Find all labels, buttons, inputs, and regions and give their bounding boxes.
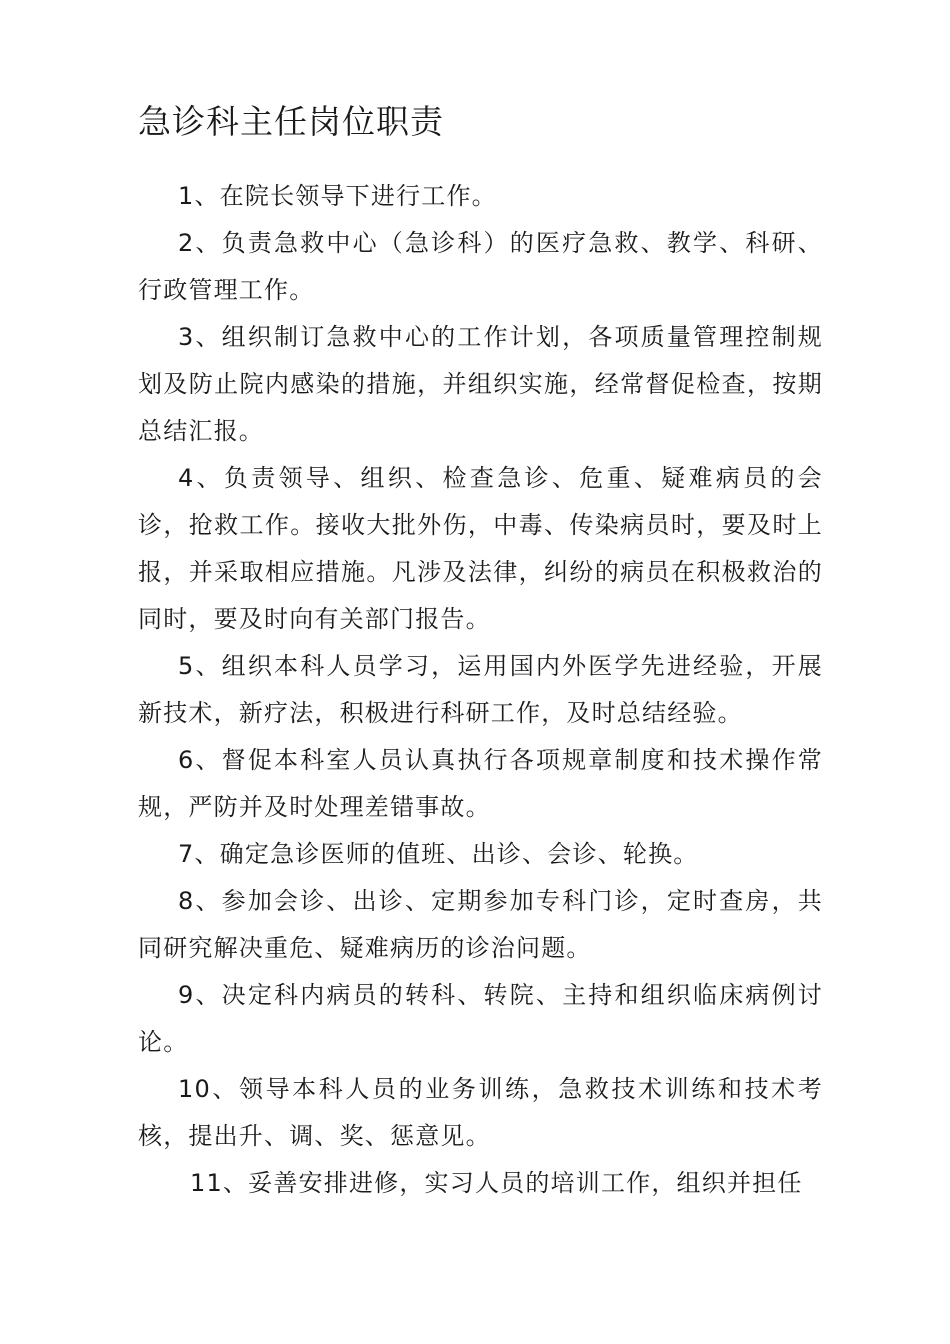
paragraph-11: 11、妥善安排进修，实习人员的培训工作，组织并担任 — [190, 1169, 803, 1197]
paragraph-8: 8、参加会诊、出诊、定期参加专科门诊，定时查房，共同研究解决重危、疑难病历的诊治问题。 — [138, 887, 823, 962]
paragraph-2: 2、负责急救中心（急诊科）的医疗急救、教学、科研、行政管理工作。 — [138, 229, 823, 304]
paragraph-7: 7、确定急诊医师的值班、出诊、会诊、轮换。 — [178, 840, 699, 868]
paragraph-10: 10、领导本科人员的业务训练，急救技术训练和技术考核，提出升、调、奖、惩意见。 — [138, 1075, 823, 1150]
paragraph-4: 4、负责领导、组织、检查急诊、危重、疑难病员的会诊，抢救工作。接收大批外伤，中毒、传染病员时，要及时上报，并采取相应措施。凡涉及法律，纠纷的病员在积极救治的同时，要及时向有关部门报告。 — [138, 464, 823, 633]
paragraph-3: 3、组织制订急救中心的工作计划，各项质量管理控制规划及防止院内感染的措施，并组织实施，经常督促检查，按期总结汇报。 — [138, 323, 823, 445]
document-body — [138, 173, 823, 1207]
paragraph-6: 6、督促本科室人员认真执行各项规章制度和技术操作常规，严防并及时处理差错事故。 — [138, 746, 823, 821]
document-title: 急诊科主任岗位职责 — [138, 102, 444, 141]
paragraph-9: 9、决定科内病员的转科、转院、主持和组织临床病例讨论。 — [138, 981, 823, 1056]
paragraph-5: 5、组织本科人员学习，运用国内外医学先进经验，开展新技术，新疗法，积极进行科研工作，及时总结经验。 — [138, 652, 823, 727]
paragraph-1: 1、在院长领导下进行工作。 — [178, 182, 497, 210]
